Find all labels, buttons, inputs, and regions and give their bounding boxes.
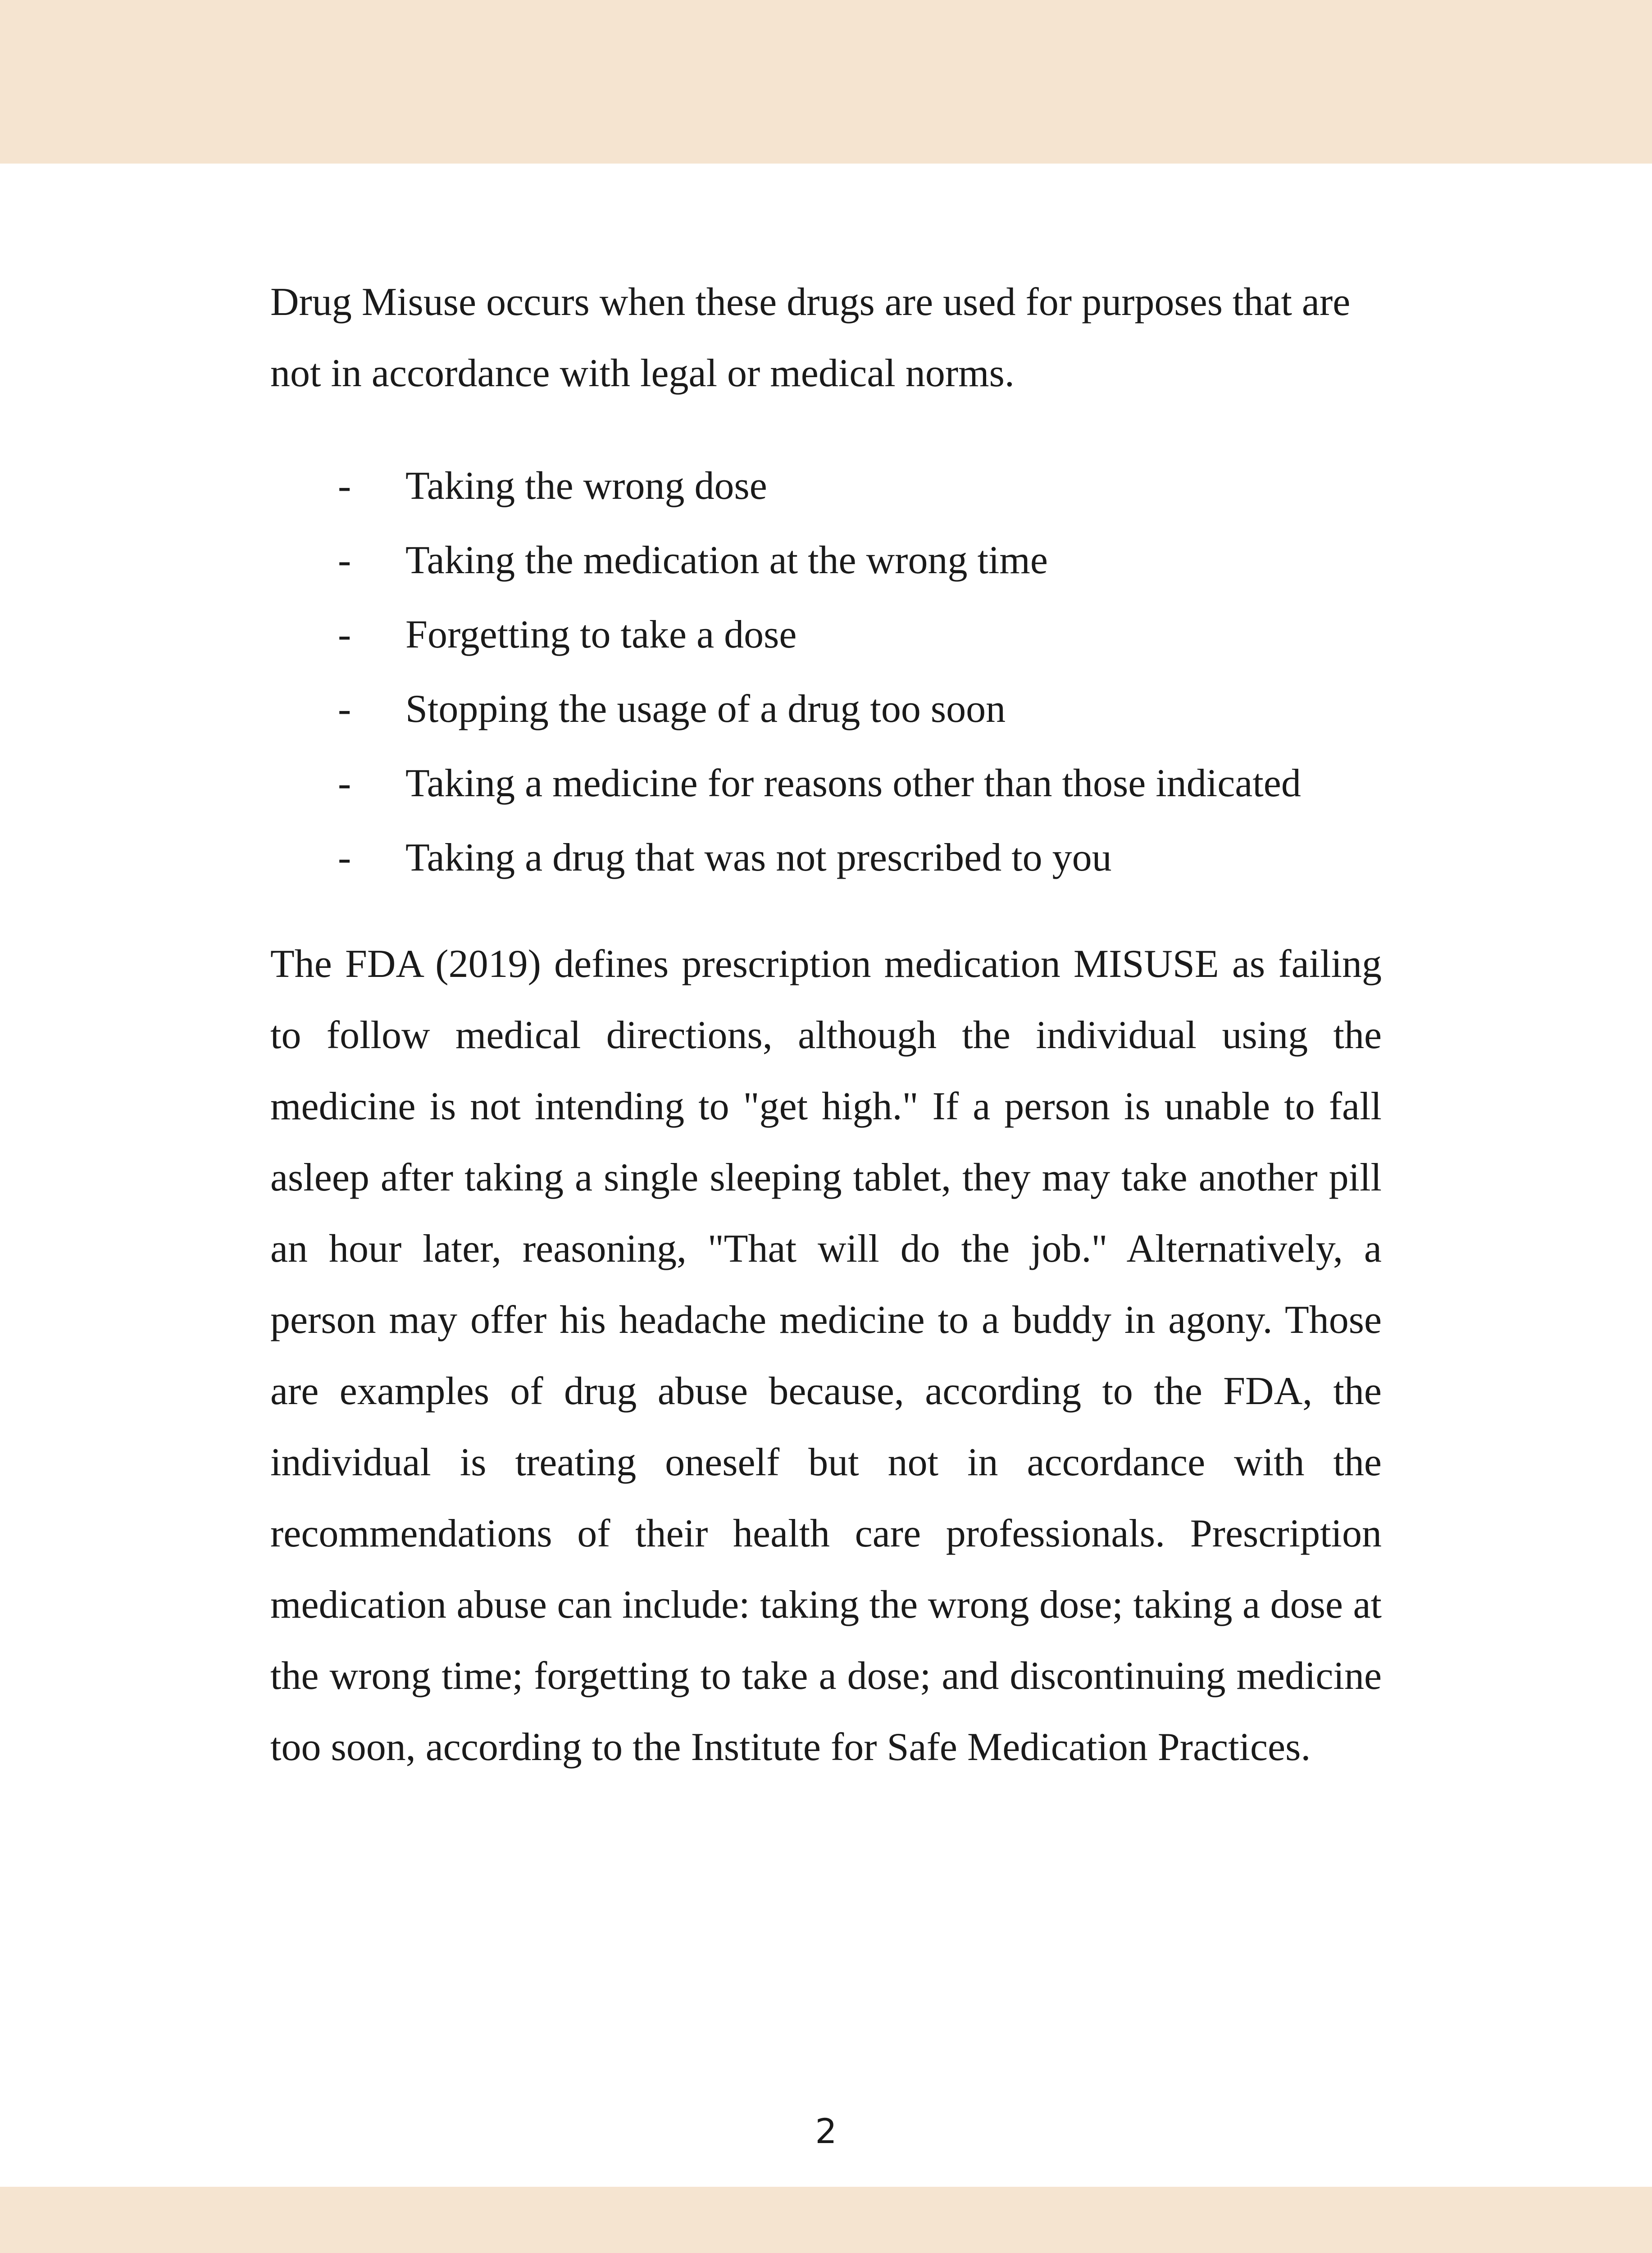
list-item [270,672,1382,746]
list-dash: - [338,464,351,508]
list-item-text: Taking the wrong dose [405,464,767,508]
header-band [0,0,1652,164]
body-paragraph: The FDA (2019) defines prescription medication MISUSE as failing to follow medical directions, although the individual using the medicine is not intending to "get high." If a person is unable to fall asleep after taking a single sleeping tablet, they may take another pill an hour later, reasoning, "That will do the job." Alternatively, a person may offer his headache medicine to a buddy in agony. Those are examples of drug abuse because, according to the FDA, the individual is treating oneself but not in accordance with the recommendations of their health care professionals. Prescription medication abuse can include: taking the wrong dose; taking a dose at the wrong time; forgetting to take a dose; and discontinuing medicine too soon, according to the Institute for Safe Medication Practices. [270,942,1382,1769]
list-item [270,597,1382,672]
intro-paragraph: Drug Misuse occurs when these drugs are used for purposes that are not in accordance with legal or medical norms. [270,280,1351,395]
list-dash: - [338,538,351,582]
page-number: 2 [815,2111,837,2151]
list-item [270,821,1382,895]
list-item-text: Taking a drug that was not prescribed to you [405,836,1112,880]
list-dash: - [338,762,351,805]
list-item-text: Forgetting to take a dose [405,613,797,657]
list-item-text: Stopping the usage of a drug too soon [405,687,1006,731]
list-dash: - [338,836,351,880]
list-dash: - [338,613,351,657]
footer-band [0,2187,1652,2253]
list-item-text: Taking the medication at the wrong time [405,538,1048,582]
page-content [270,267,1382,1783]
list-dash: - [338,687,351,731]
misuse-examples-list [270,449,1382,895]
list-item [270,746,1382,821]
list-item [270,449,1382,523]
list-item [270,523,1382,597]
list-item-text: Taking a medicine for reasons other than those indicated [405,762,1301,805]
